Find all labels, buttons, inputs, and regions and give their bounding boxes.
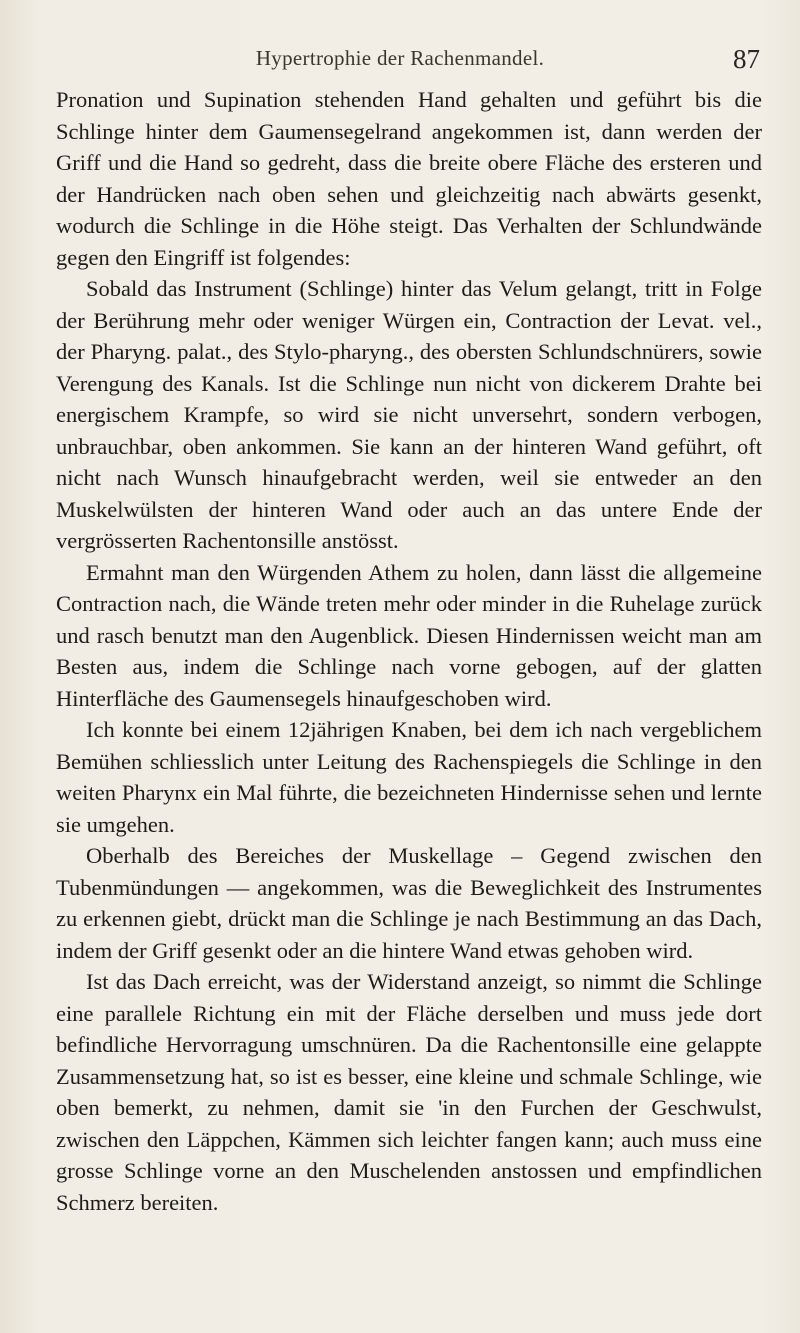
paragraph: Ich konnte bei einem 12jährigen Knaben, bei dem ich nach vergeblichem Bemühen schliesslich unter Leitung des Rachenspiegels die Schlinge in den weiten Pharynx ein Mal führte, die bezeichneten Hindernisse sehen und lernte sie umgehen. bbox=[56, 717, 762, 837]
paragraph: Pronation und Supination stehenden Hand gehalten und geführt bis die Schlinge hinter dem Gaumensegelrand angekommen ist, dann werden der Griff und die Hand so gedreht, dass die breite obere Fläche des ersteren und der Handrücken nach oben sehen und gleichzeitig nach abwärts gesenkt, wodurch die Schlinge in die Höhe steigt. Das Verhalten der Schlundwände gegen den Eingriff ist folgendes: bbox=[56, 87, 762, 270]
paragraph: Oberhalb des Bereiches der Muskellage – Gegend zwischen den Tubenmündungen — angekommen, was die Beweglichkeit des Instrumentes zu erkennen giebt, drückt man die Schlinge je nach Bestimmung an das Dach, indem der Griff gesenkt oder an die hintere Wand etwas gehoben wird. bbox=[56, 843, 762, 963]
paragraph: Sobald das Instrument (Schlinge) hinter das Velum gelangt, tritt in Folge der Berührung mehr oder weniger Würgen ein, Contraction der Levat. vel., der Pharyng. palat., des Stylo-pharyng., des obersten Schlundschnürers, sowie Verengung des Kanals. Ist die Schlinge nun nicht von dickerem Drahte bei energischem Krampfe, so wird sie nicht unversehrt, sondern verbogen, unbrauchbar, oben ankommen. Sie kann an der hinteren Wand geführt, oft nicht nach Wunsch hinaufgebracht werden, weil sie entweder an den Muskelwülsten der hinteren Wand oder auch an das untere Ende der vergrösserten Rachentonsille anstösst. bbox=[56, 276, 762, 553]
running-title: Hypertrophie der Rachenmandel. bbox=[255, 46, 545, 70]
paragraph: Ist das Dach erreicht, was der Widerstand anzeigt, so nimmt die Schlinge eine parallele Richtung ein mit der Fläche derselben und muss jede dort befindliche Hervorragung umschnüren. Da die Rachentonsille eine gelappte Zusammensetzung hat, so ist es besser, eine kleine und schmale Schlinge, wie oben bemerkt, zu nehmen, damit sie 'in den Furchen der Geschwulst, zwischen den Läppchen, Kämmen sich leichter fangen kann; auch muss eine grosse Schlinge vorne an den Muschelenden anstossen und empfindlichen Schmerz bereiten. bbox=[56, 969, 762, 1215]
page-number: 87 bbox=[733, 44, 760, 74]
body-text bbox=[56, 84, 762, 1218]
paragraph: Ermahnt man den Würgenden Athem zu holen, dann lässt die allgemeine Contraction nach, die Wände treten mehr oder minder in die Ruhelage zurück und rasch benutzt man den Augenblick. Diesen Hindernissen weicht man am Besten aus, indem die Schlinge nach vorne gebogen, auf der glatten Hinterfläche des Gaumensegels hinaufgeschoben wird. bbox=[56, 559, 762, 711]
page-header bbox=[40, 46, 760, 86]
